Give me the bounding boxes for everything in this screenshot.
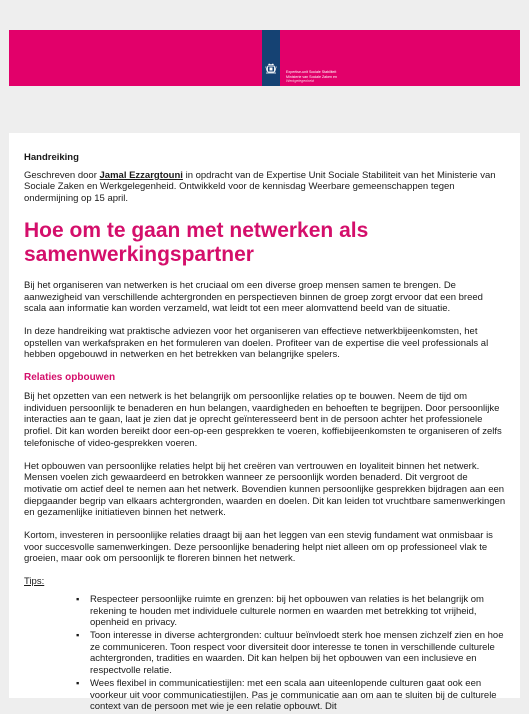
section-heading: Relaties opbouwen: [24, 372, 116, 384]
list-item: [76, 629, 506, 677]
list-item-text: Wees flexibel in communicatiestijlen: met een scala aan uiteenlopende culturen gaat ook een voorkeur uit voor communicatiestijlen. Pas je communicatie aan om aan te sluiten bij de culturele context van de persoon met wie je een relatie opbouwt. Dit: [90, 677, 497, 713]
list-item-text: Respecteer persoonlijke ruimte en grenzen: bij het opbouwen van relaties is het belangrijk om rekening te houden met individuele culturele normen en waarden met betrekking tot vrijheid, openheid en privacy.: [90, 593, 484, 629]
paragraph: Kortom, investeren in persoonlijke relaties draagt bij aan het leggen van een stevig fundament wat onmisbaar is voor succesvolle samenwerkingen. Deze persoonlijke benadering helpt niet alleen om op professioneel vlak te groeien, maar ook om persoonlijk te floreren binnen het netwerk.: [24, 530, 493, 565]
document-page: [9, 133, 520, 713]
bullet-icon: ▪: [76, 593, 80, 605]
intro-text: in opdracht van de Expertise Unit Sociale Stabiliteit van het Ministerie van Sociale Zaken en Werkgelegenheid. Ontwikkeld voor de kennisdag Weerbare gemeenschappen tegen ondermijning op 15 april.: [24, 169, 496, 205]
paragraph: Bij het organiseren van netwerken is het cruciaal om een diverse groep mensen samen te brengen. De aanwezigheid van verschillende achtergronden en perspectieven binnen de groep zorgt ervoor dat een breed scala aan informatie kan worden verzameld, wat leidt tot een meer alomvattend beeld van de situatie.: [24, 279, 483, 315]
logo-line: Expertise-unit Sociale Stabiliteit: [286, 70, 337, 74]
logo-line: Werkgelegenheid: [286, 79, 314, 84]
bullet-icon: ▪: [76, 629, 80, 641]
document-content: [24, 152, 506, 714]
list-item: [76, 593, 506, 629]
logo-text: [286, 70, 337, 84]
paragraph: In deze handreiking wat praktische adviezen voor het organiseren van effectieve netwerkbijeenkomsten, het opstellen van werkafspraken en het formuleren van doelen. Profiteer van de expertise die veel professionals al hebben opgebouwd in netwerken en het betrekken van belangrijke spelers.: [24, 325, 489, 361]
coat-of-arms-icon: [265, 63, 277, 76]
document-title: Hoe om te gaan met netwerken als samenwerkingspartner: [24, 218, 369, 266]
logo-strip: [262, 30, 280, 86]
author-name: Jamal Ezzargtouni: [99, 169, 183, 181]
intro-paragraph: [24, 170, 506, 205]
document-label: Handreiking: [24, 152, 79, 163]
bullet-icon: ▪: [76, 677, 80, 689]
paragraph: Bij het opzetten van een netwerk is het belangrijk om persoonlijke relaties op te bouwen. Neem de tijd om individuen persoonlijk te benaderen en hun belangen, vaardigheden en behoeften te begrijpen. Door persoonlijke interacties aan te gaan, laat je zien dat je oprecht geïnteresseerd bent in de persoon achter het professionele profiel. Dit kan worden bereikt door een-op-een gesprekken te voeren, koffiebijeenkomsten te organiseren of zelfs telefonische of video-gesprekken voeren.: [24, 391, 502, 449]
logo-line: Ministerie van Sociale Zaken en: [286, 74, 337, 79]
header-banner: [9, 30, 520, 86]
paragraph: Het opbouwen van persoonlijke relaties helpt bij het creëren van vertrouwen en loyaliteit binnen het netwerk. Mensen voelen zich gewaardeerd en betrokken wanneer ze persoonlijk worden benaderd. Dit vergroot de motivatie om actief deel te nemen aan het netwerk. Bovendien kunnen persoonlijke gesprekken bijdragen aan een diepgaander begrip van elkaars achtergronden, waarden en doelen. Dit kan leiden tot vruchtbare samenwerkingen en gezamenlijke initiatieven binnen het netwerk.: [24, 460, 506, 519]
tips-list: [24, 594, 506, 713]
tips-label: Tips:: [24, 576, 45, 588]
list-item-text: Toon interesse in diverse achtergronden: cultuur beïnvloedt sterk hoe mensen zichzelf zien en hoe ze communiceren. Toon respect voor diversiteit door interesse te tonen in verschillende culturele achtergronden, tradities en waarden. Dit kan helpen bij het opbouwen van een inclusieve en respectvolle relatie.: [90, 629, 504, 677]
intro-text: Geschreven door: [24, 169, 100, 181]
list-item: [76, 677, 506, 713]
